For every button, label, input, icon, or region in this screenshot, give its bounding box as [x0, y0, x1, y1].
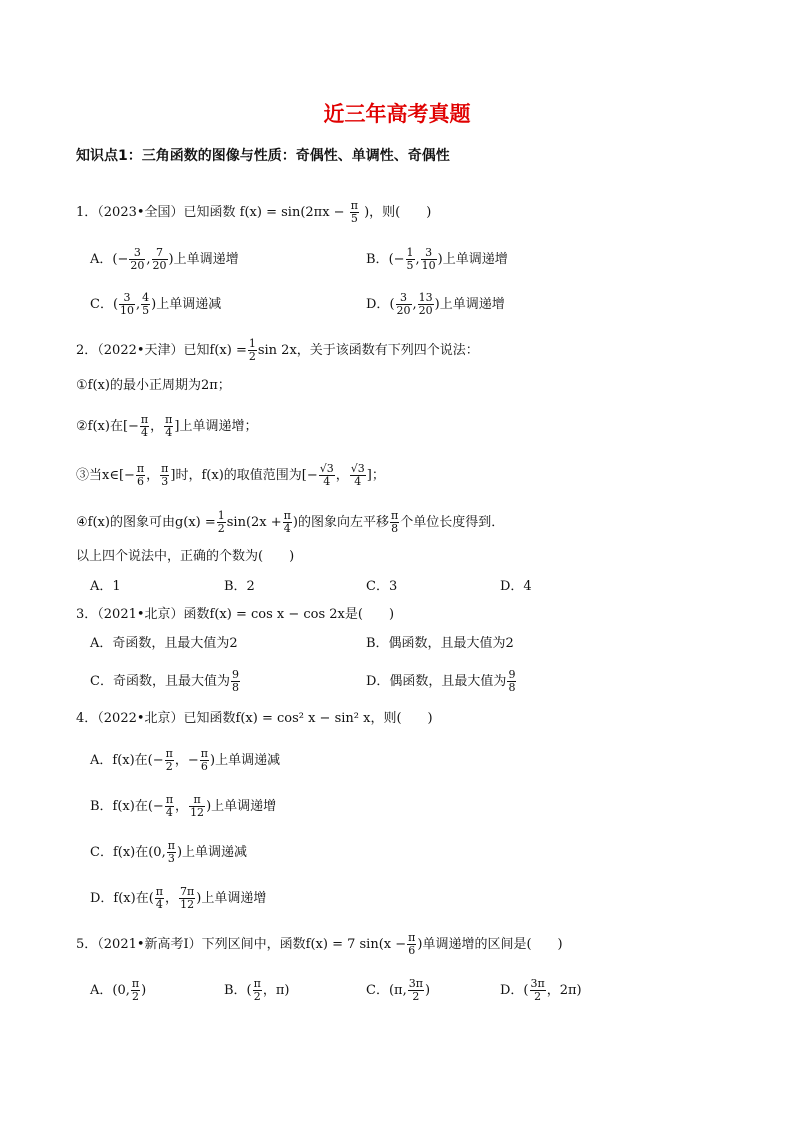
q2-statement-4: ④f(x)的图象可由g(x) = $\frac{1}{2}$ sin(2x + $\frac{\pi}{4}$ )的图象向左平移 $\frac{\pi}{8}$ 个单位长度得到．: [76, 509, 505, 535]
q3-option-b[interactable]: B．偶函数，且最大值为2: [366, 636, 514, 651]
q2-option-a[interactable]: A．1: [90, 579, 121, 594]
q2-question: 以上四个说法中，正确的个数为( ): [76, 549, 295, 564]
q3-option-a[interactable]: A．奇函数，且最大值为2: [90, 636, 238, 651]
fraction: $\frac{\pi}{5}$: [350, 199, 358, 225]
q1-option-b[interactable]: B．(− $\frac{1}{5}$ , $\frac{3}{10}$ )上单调递增: [366, 246, 508, 272]
question-3-stem: 3．（2021•北京）函数f(x) = cos x − cos 2x是( ): [76, 607, 395, 622]
knowledge-point-heading: 知识点1：三角函数的图像与性质：奇偶性、单调性、奇偶性: [76, 148, 450, 164]
q5-option-b[interactable]: B．( $\frac{\pi}{2}$ ，π): [224, 977, 290, 1003]
q4-option-d[interactable]: D．f(x)在( $\frac{\pi}{4}$ ， $\frac{7\pi}{12}$ )上单调递增: [90, 885, 267, 911]
question-1-stem: 1．（2023•全国）已知函数 f(x) = sin(2πx − $\frac{\pi}{5}$ )，则( ): [76, 199, 432, 225]
q5-option-a[interactable]: A．(0, $\frac{\pi}{2}$ ): [90, 977, 147, 1003]
q2-statement-2: ②f(x)在[− $\frac{\pi}{4}$ ， $\frac{\pi}{4}$ ]上单调递增；: [76, 413, 258, 439]
q1-option-a[interactable]: A．(− $\frac{3}{20}$ , $\frac{7}{20}$ )上单调递增: [90, 246, 239, 272]
q4-option-c[interactable]: C．f(x)在(0, $\frac{\pi}{3}$ )上单调递减: [90, 839, 248, 865]
q2-option-d[interactable]: D．4: [500, 579, 532, 594]
q3-option-d[interactable]: D．偶函数，且最大值为 $\frac{9}{8}$: [366, 668, 516, 694]
q1-option-c[interactable]: C．( $\frac{3}{10}$ , $\frac{4}{5}$ )上单调递减: [90, 291, 222, 317]
q2-statement-3: ③当x∈[− $\frac{\pi}{6}$ ， $\frac{\pi}{3}$ ]时，f(x)的取值范围为[− $\frac{√3}{4}$ ， $\frac{√3}{4}$ ]；: [76, 462, 385, 488]
q5-option-c[interactable]: C．(π, $\frac{3\pi}{2}$ ): [366, 977, 431, 1003]
q2-option-c[interactable]: C．3: [366, 579, 398, 594]
question-2-stem: 2．（2022•天津）已知f(x) = $\frac{1}{2}$ sin 2x，关于该函数有下列四个说法：: [76, 337, 479, 363]
q2-statement-1: ①f(x)的最小正周期为2π；: [76, 378, 231, 393]
q5-option-d[interactable]: D．( $\frac{3\pi}{2}$ ，2π): [500, 977, 582, 1003]
question-5-stem: 5．（2021•新高考Ⅰ）下列区间中，函数f(x) = 7 sin(x − $\frac{\pi}{6}$ )单调递增的区间是( ): [76, 931, 563, 957]
q1-option-d[interactable]: D．( $\frac{3}{20}$ , $\frac{13}{20}$ )上单调递增: [366, 291, 505, 317]
page-title: 近三年高考真题: [323, 102, 471, 126]
q4-option-b[interactable]: B．f(x)在(− $\frac{\pi}{4}$ ， $\frac{\pi}{12}$ )上单调递增: [90, 793, 277, 819]
question-4-stem: 4．（2022•北京）已知函数f(x) = cos² x − sin² x，则( ): [76, 711, 433, 726]
q2-option-b[interactable]: B．2: [224, 579, 255, 594]
q3-option-c[interactable]: C．奇函数，且最大值为 $\frac{9}{8}$: [90, 668, 239, 694]
q4-option-a[interactable]: A．f(x)在(− $\frac{\pi}{2}$ ，− $\frac{\pi}{6}$ )上单调递减: [90, 747, 281, 773]
